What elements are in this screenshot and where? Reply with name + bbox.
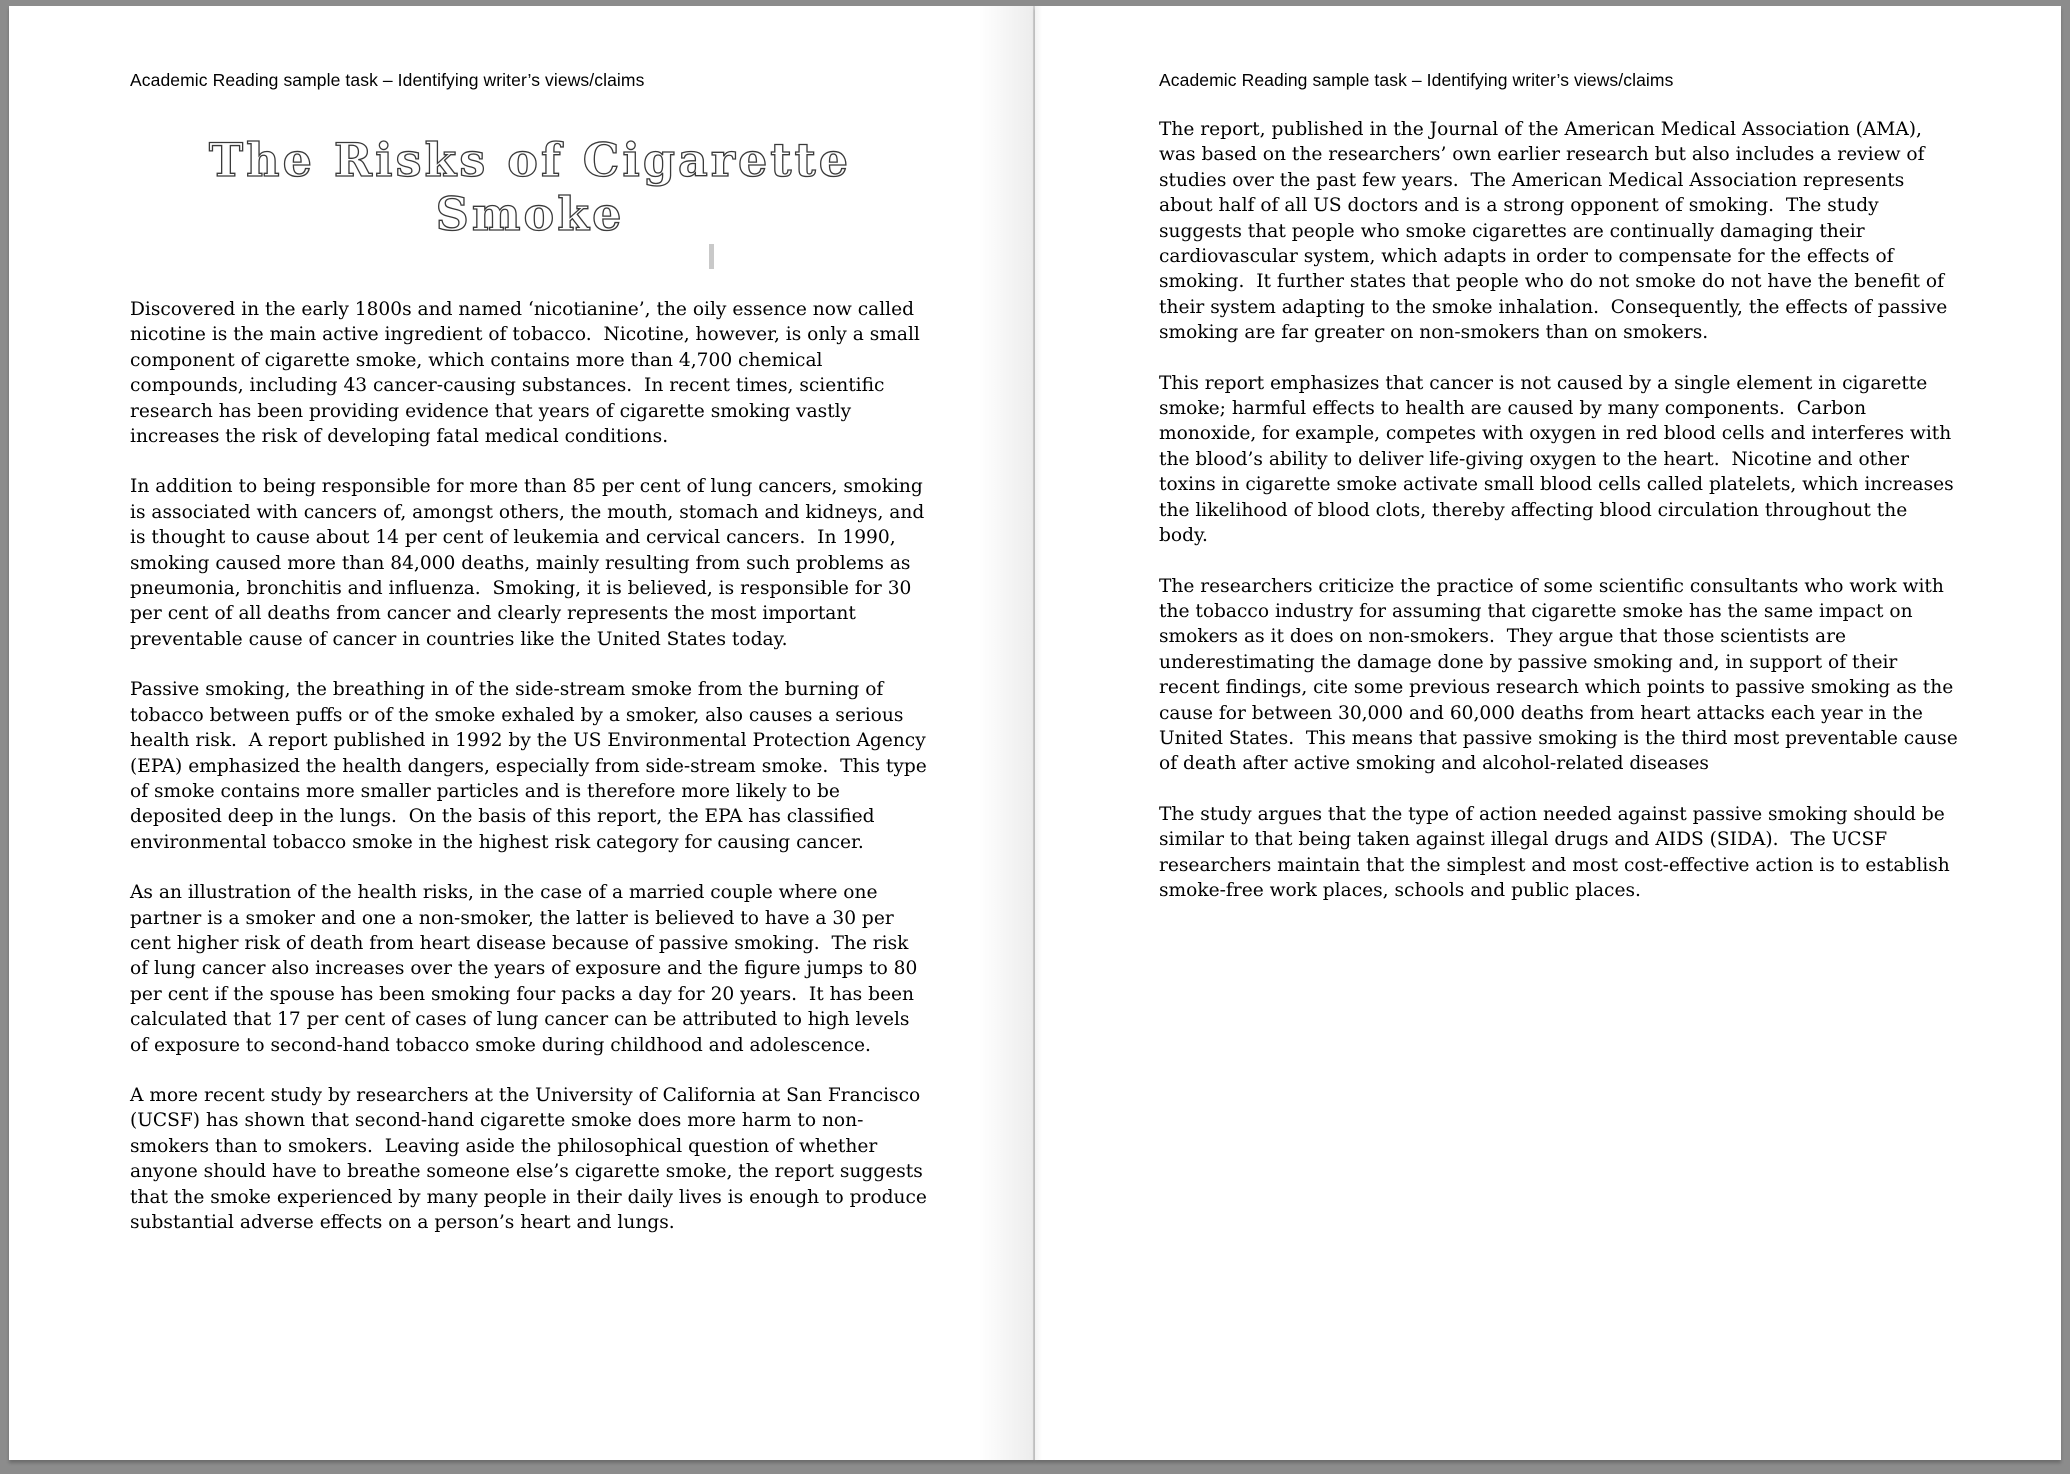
paragraph: The researchers criticize the practice of some scientific consultants who work with the tobacco industry for assuming that cigarette smoke has the same impact on smokers as it does on non-smokers. They argue that those scientists are underestimating the damage done by passive smoking and, in support of their recent findings, cite some previous research which points to passive smoking as the cause for between 30,000 and 60,000 deaths from heart attacks each year in the United States. This means that passive smoking is the third most preventable cause of death after active smoking and alcohol-related diseases [1159,575,1964,775]
running-header: Academic Reading sample task – Identifying writer’s views/claims [130,70,645,90]
page-1-body [130,297,933,1235]
paragraph: Passive smoking, the breathing in of the side-stream smoke from the burning of tobacco between puffs or of the smoke exhaled by a smoker, also causes a serious health risk. A report published in 1992 by the US Environmental Protection Agency (EPA) emphasized the health dangers, especially from side-stream smoke. This type of smoke contains more smaller particles and is therefore more likely to be deposited deep in the lungs. On the basis of this report, the EPA has classified environmental tobacco smoke in the highest risk category for causing cancer. [130,679,933,853]
page-2-content [1035,6,2061,903]
text-cursor [709,244,714,269]
paragraph: A more recent study by researchers at the University of California at San Francisco (UCSF) has shown that second-hand cigarette smoke does more harm to non-smokers than to smokers. Leaving aside the philosophical question of whether anyone should have to breathe someone else’s cigarette smoke, the report suggests that the smoke experienced by many people in their daily lives is enough to produce substantial adverse effects on a person’s heart and lungs. [130,1084,933,1233]
running-header: Academic Reading sample task – Identifying writer’s views/claims [1159,70,1674,90]
paragraph: The report, published in the Journal of the American Medical Association (AMA), was based on the researchers’ own earlier research but also includes a review of studies over the past few years. The American Medical Association represents about half of all US doctors and is a strong opponent of smoking. The study suggests that people who smoke cigarettes are continually damaging their cardiovascular system, which adapts in order to compensate for the effects of smoking. It further states that people who do not smoke do not have the benefit of their system adapting to the smoke inhalation. Consequently, the effects of passive smoking are far greater on non-smokers than on smokers. [1159,119,1954,344]
paragraph: The study argues that the type of action needed against passive smoking should be similar to that being taken against illegal drugs and AIDS (SIDA). The UCSF researchers maintain that the simplest and most cost-effective action is to establish smoke-free work places, schools and public places. [1159,803,1956,901]
document-title: The Risks of Cigarette Smoke [208,133,852,241]
paragraph: As an illustration of the health risks, in the case of a married couple where one partner is a smoker and one a non-smoker, the latter is believed to have a 30 per cent higher risk of death from heart disease because of passive smoking. The risk of lung cancer also increases over the years of exposure and the figure jumps to 80 per cent if the spouse has been smoking four packs a day for 20 years. It has been calculated that 17 per cent of cases of lung cancer can be attributed to high levels of exposure to second-hand tobacco smoke during childhood and adolescence. [130,882,924,1056]
paragraph: In addition to being responsible for more than 85 per cent of lung cancers, smoking is associated with cancers of, amongst others, the mouth, stomach and kidneys, and is thought to cause about 14 per cent of leukemia and cervical cancers. In 1990, smoking caused more than 84,000 deaths, mainly resulting from such problems as pneumonia, bronchitis and influenza. Smoking, it is believed, is responsible for 30 per cent of all deaths from cancer and clearly represents the most important preventable cause of cancer in countries like the United States today. [130,476,931,650]
paragraph: Discovered in the early 1800s and named ‘nicotianine’, the oily essence now called nicotine is the main active ingredient of tobacco. Nicotine, however, is only a small component of cigarette smoke, which contains more than 4,700 chemical compounds, including 43 cancer-causing substances. In recent times, scientific research has been providing evidence that years of cigarette smoking vastly increases the risk of developing fatal medical conditions. [130,299,926,448]
page-1 [9,6,1035,1460]
paragraph: This report emphasizes that cancer is not caused by a single element in cigarette smoke; harmful effects to health are caused by many components. Carbon monoxide, for example, competes with oxygen in red blood cells and interferes with the blood’s ability to deliver life-giving oxygen to the heart. Nicotine and other toxins in cigarette smoke activate small blood cells called platelets, which increases the likelihood of blood clots, thereby affecting blood circulation throughout the body. [1159,372,1960,547]
page-1-content [9,6,1033,1235]
page-2 [1035,6,2061,1460]
page-2-body [1159,117,1964,903]
